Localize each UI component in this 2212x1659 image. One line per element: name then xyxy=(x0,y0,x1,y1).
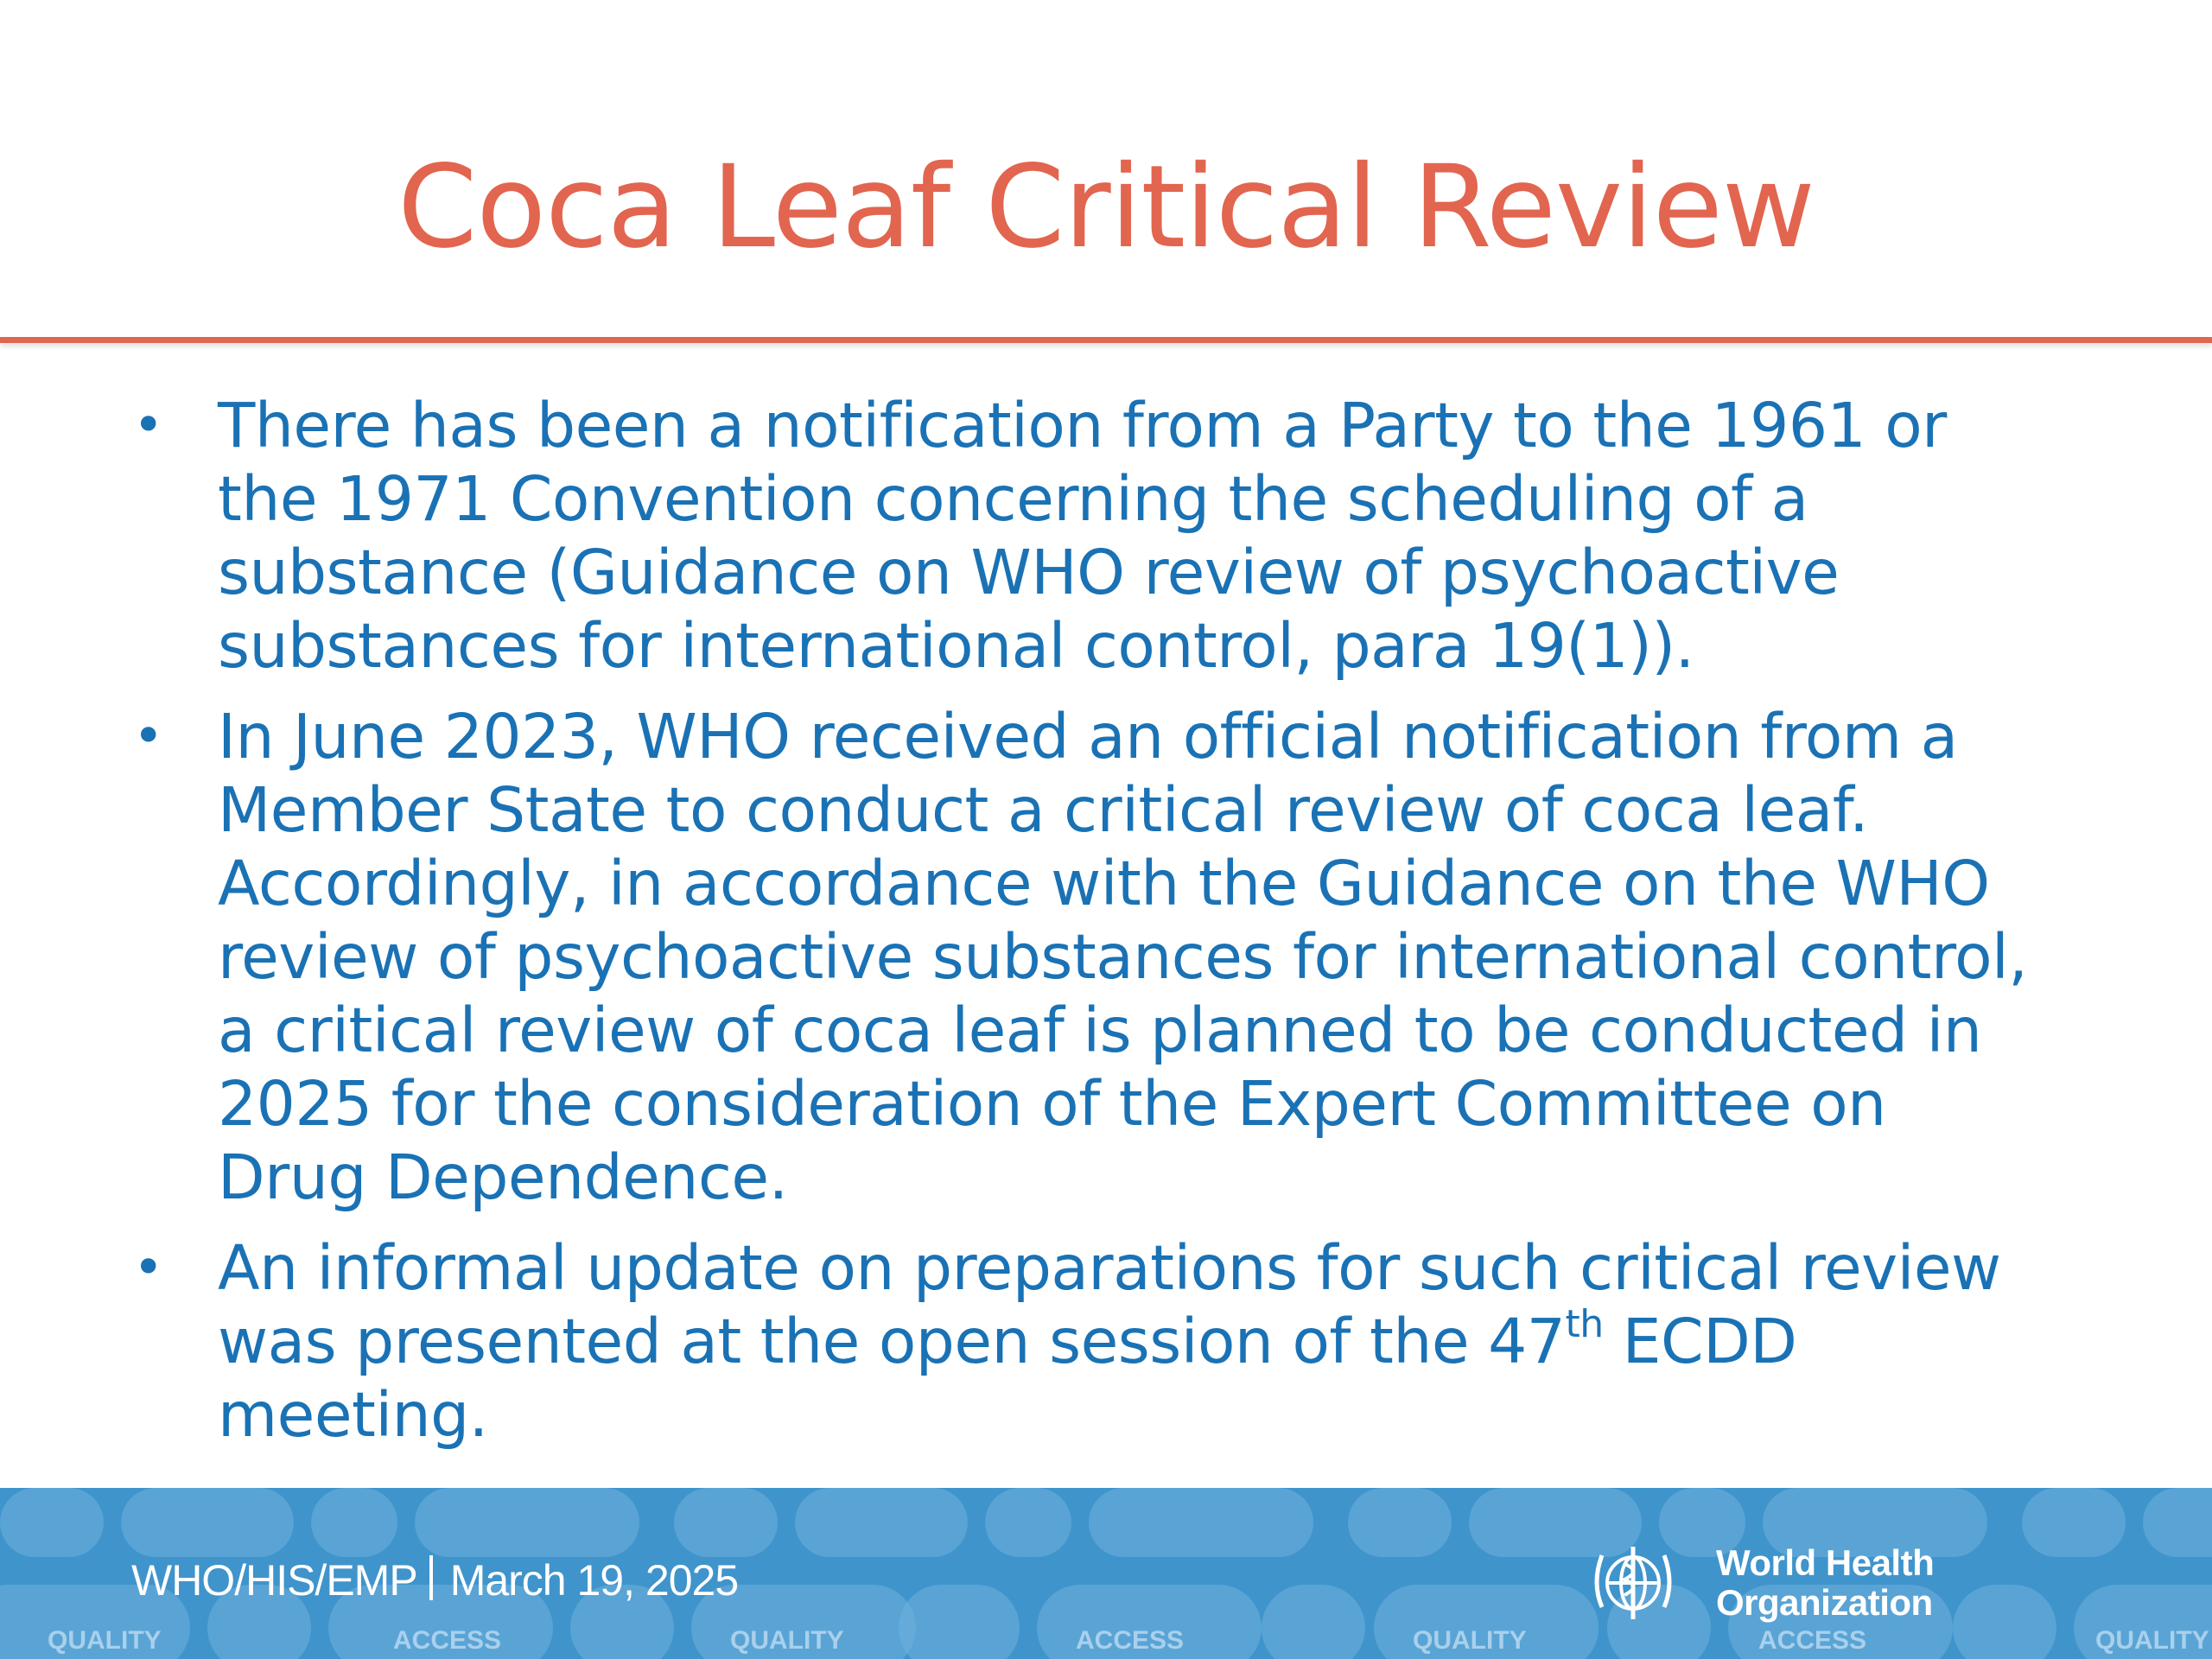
bullet-item-3 xyxy=(121,1231,2108,1452)
bullet-dot-icon: • xyxy=(133,706,163,766)
bullet-item-2 xyxy=(121,700,2108,1214)
who-logo-line2: Organization xyxy=(1716,1582,1933,1623)
pattern-word: ACCESS xyxy=(1076,1626,1185,1655)
pattern-pill xyxy=(795,1488,968,1557)
pattern-pill xyxy=(1262,1585,1365,1659)
pattern-pill xyxy=(985,1488,1071,1557)
bullet-line: the 1971 Convention concerning the scheduling of a xyxy=(218,463,1808,535)
bullet-text: was presented at the open session of the 47 xyxy=(218,1306,1566,1377)
bullet-line: a critical review of coca leaf is planned to be conducted in xyxy=(218,995,1982,1066)
pattern-pill xyxy=(1348,1488,1452,1557)
pattern-pill xyxy=(121,1488,294,1557)
pattern-pill xyxy=(674,1488,778,1557)
bullet-line: substances for international control, para 19(1)). xyxy=(218,610,1694,682)
bullet-line xyxy=(218,1302,2108,1378)
pattern-word: QUALITY xyxy=(730,1626,844,1655)
pattern-pill xyxy=(2022,1488,2126,1557)
pattern-word: QUALITY xyxy=(2095,1626,2209,1655)
who-logo-text xyxy=(1716,1543,1934,1623)
bullet-line: In June 2023, WHO received an official notification from a xyxy=(218,701,1958,772)
slide-title: Coca Leaf Critical Review xyxy=(397,141,1815,274)
bullet-line: substance (Guidance on WHO review of psychoactive xyxy=(218,537,1840,608)
bullet-text: ECDD xyxy=(1603,1306,1797,1377)
bullet-line: An informal update on preparations for such critical review xyxy=(218,1232,2001,1304)
title-divider xyxy=(0,337,2212,343)
bullet-line: meeting. xyxy=(218,1379,488,1451)
bullet-line: There has been a notification from a Party to the 1961 or xyxy=(218,390,1947,461)
pattern-pill xyxy=(2143,1488,2212,1557)
pattern-word: ACCESS xyxy=(393,1626,502,1655)
pattern-pill xyxy=(415,1488,639,1557)
bullet-line: Drug Dependence. xyxy=(218,1141,788,1213)
pattern-pill xyxy=(0,1488,104,1557)
footer-separator xyxy=(429,1555,433,1600)
who-logo-line1: World Health xyxy=(1716,1542,1935,1583)
bullet-dot-icon: • xyxy=(133,1237,163,1298)
bullet-line: review of psychoactive substances for international control, xyxy=(218,921,2028,993)
pattern-word: QUALITY xyxy=(1413,1626,1527,1655)
pattern-word: ACCESS xyxy=(1758,1626,1867,1655)
pattern-pill xyxy=(1953,1585,2056,1659)
pattern-pill xyxy=(1089,1488,1313,1557)
bullet-item-1 xyxy=(121,389,2108,683)
footer-meta xyxy=(131,1555,738,1605)
bullet-list xyxy=(121,389,2108,1469)
ordinal-suffix: th xyxy=(1565,1302,1604,1346)
bullet-line: 2025 for the consideration of the Expert Committee on xyxy=(218,1068,1886,1140)
footer-org-code: WHO/HIS/EMP xyxy=(131,1556,417,1605)
footer-date: March 19, 2025 xyxy=(449,1556,739,1605)
bullet-dot-icon: • xyxy=(133,395,163,455)
pattern-pill xyxy=(311,1488,397,1557)
bullet-line: Accordingly, in accordance with the Guidance on the WHO xyxy=(218,848,1990,919)
pattern-pill xyxy=(899,1585,1020,1659)
bullet-line: Member State to conduct a critical review of coca leaf. xyxy=(218,774,1869,846)
pattern-word: QUALITY xyxy=(48,1626,162,1655)
